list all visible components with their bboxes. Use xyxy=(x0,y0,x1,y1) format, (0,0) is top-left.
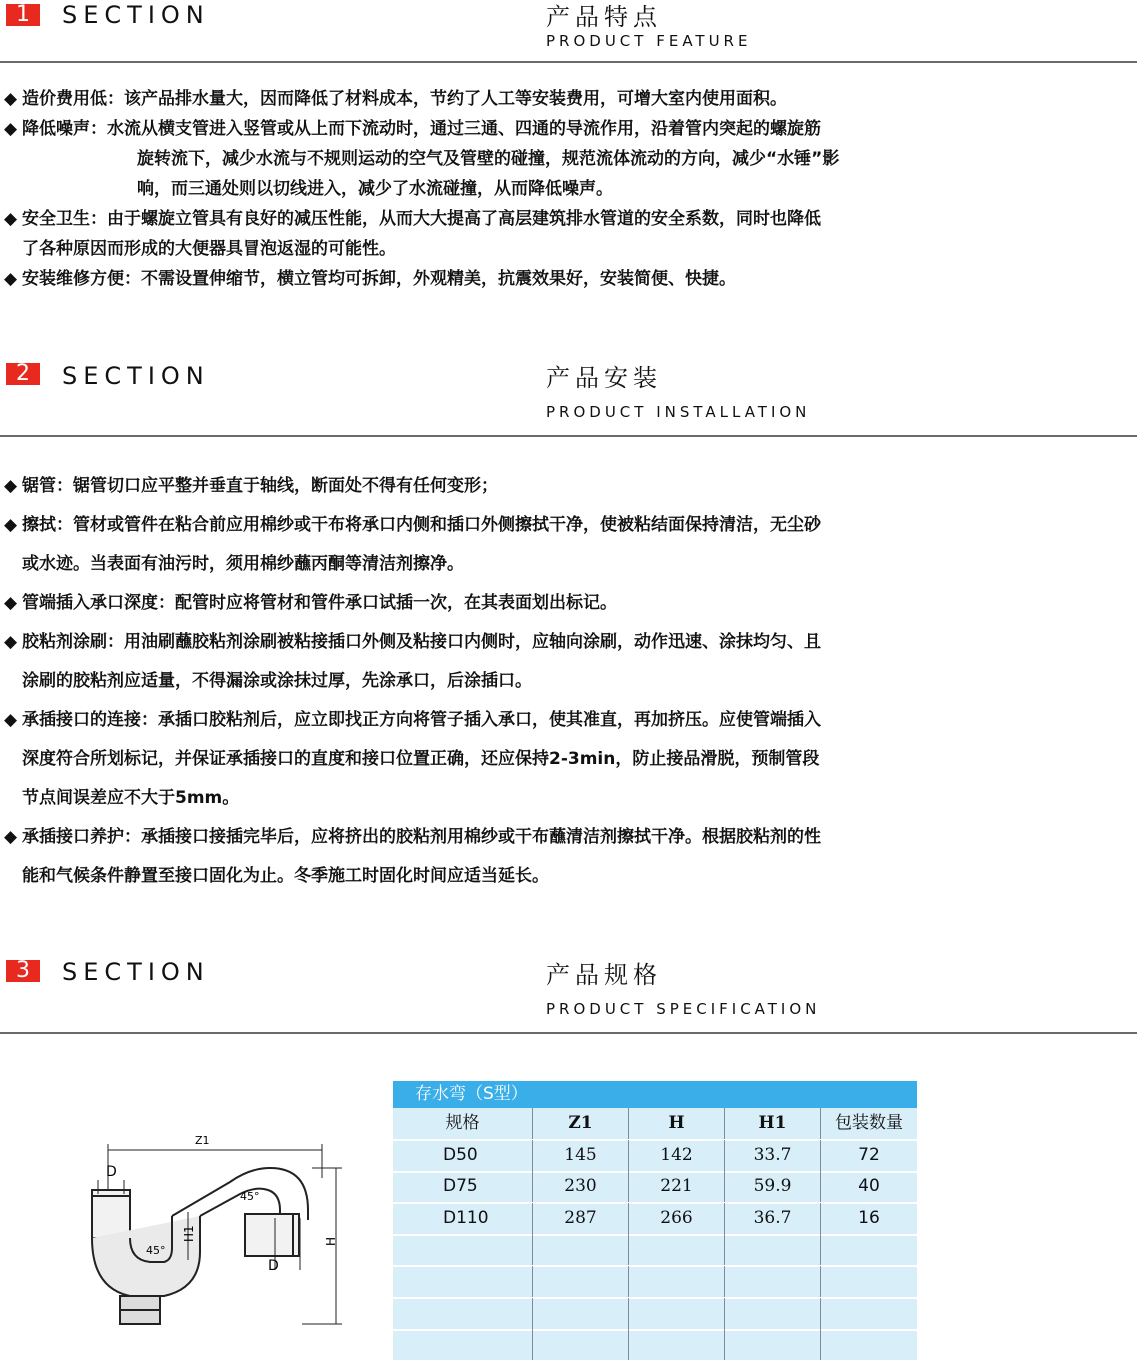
list-item-continuation xyxy=(4,740,1119,779)
section-number: 3 xyxy=(6,960,40,982)
diamond-bullet-icon: ◆ xyxy=(4,515,18,535)
table-cell: 36.7 xyxy=(724,1203,820,1234)
list-item xyxy=(4,114,1119,144)
figure-label-angle-1: 45° xyxy=(240,1190,260,1203)
list-item-continuation xyxy=(4,779,1119,818)
list-item xyxy=(4,584,1119,623)
list-item-continuation xyxy=(4,662,1119,701)
list-item xyxy=(4,623,1119,662)
figure-label-d-top: D xyxy=(106,1164,117,1180)
list-item xyxy=(4,84,1119,114)
section-word: SECTION xyxy=(62,362,210,390)
list-item-text: 承插接口养护：承插接口接插完毕后，应将挤出的胶粘剂用棉纱或干布蘸清洁剂擦拭干净。根据胶粘剂的性 xyxy=(22,827,821,847)
diamond-bullet-icon: ◆ xyxy=(4,476,18,496)
list-item-text: 造价费用低：该产品排水量大，因而降低了材料成本，节约了人工等安装费用，可增大室内使用面积。 xyxy=(22,89,787,109)
list-item-text: 承插接口的连接：承插口胶粘剂后，应立即找正方向将管子插入承口，使其准直，再加挤压。应使管端插入 xyxy=(22,710,821,730)
figure-label-z1: Z1 xyxy=(195,1134,210,1147)
list-item-text: 涂刷的胶粘剂应适量，不得漏涂或涂抹过厚，先涂承口，后涂插口。 xyxy=(22,671,532,691)
list-item xyxy=(4,701,1119,740)
section-divider xyxy=(0,1032,1137,1034)
section-title-cn: 产品安装 xyxy=(546,364,662,392)
section-title-en: PRODUCT FEATURE xyxy=(546,32,752,50)
spec-table-body xyxy=(393,1108,917,1361)
table-cell-empty xyxy=(393,1298,532,1329)
s-trap-diagram xyxy=(80,1120,360,1350)
list-item xyxy=(4,818,1119,857)
table-cell-empty xyxy=(532,1266,628,1297)
list-item-text: 深度符合所划标记，并保证承插接口的直度和接口位置正确，还应保持2-3min，防止接品滑脱，预制管段 xyxy=(22,749,820,769)
diamond-bullet-icon: ◆ xyxy=(4,269,18,289)
spec-table xyxy=(393,1081,917,1361)
table-header-cell: Z1 xyxy=(532,1108,628,1139)
table-row xyxy=(393,1329,917,1362)
section-divider xyxy=(0,61,1137,63)
table-cell-empty xyxy=(820,1234,917,1265)
section-title-cn: 产品规格 xyxy=(546,961,662,989)
table-cell-empty xyxy=(628,1234,724,1265)
list-item-text: 响，而三通处则以切线进入，减少了水流碰撞，从而降低噪声。 xyxy=(137,179,613,199)
list-item xyxy=(4,204,1119,234)
diamond-bullet-icon: ◆ xyxy=(4,632,18,652)
section-number: 2 xyxy=(6,363,40,385)
list-item-text: 了各种原因而形成的大便器具冒泡返湿的可能性。 xyxy=(22,239,396,259)
table-cell-empty xyxy=(820,1329,917,1360)
table-cell: 230 xyxy=(532,1171,628,1202)
section-word: SECTION xyxy=(62,958,210,986)
diamond-bullet-icon: ◆ xyxy=(4,710,18,730)
table-cell-empty xyxy=(532,1234,628,1265)
list-item-text: 旋转流下，减少水流与不规则运动的空气及管壁的碰撞，规范流体流动的方向，减少“水锤”影 xyxy=(137,149,840,169)
spec-table-caption: 存水弯（S型） xyxy=(393,1081,917,1108)
table-cell-empty xyxy=(628,1298,724,1329)
table-cell: 72 xyxy=(820,1140,917,1171)
table-cell: D75 xyxy=(443,1176,478,1197)
table-row xyxy=(393,1171,917,1204)
table-cell-empty xyxy=(628,1329,724,1360)
table-cell-empty xyxy=(628,1266,724,1297)
list-item-text: 能和气候条件静置至接口固化为止。冬季施工时固化时间应适当延长。 xyxy=(22,866,549,886)
table-cell: 40 xyxy=(820,1171,917,1202)
table-cell-empty xyxy=(724,1266,820,1297)
list-item-text: 管端插入承口深度：配管时应将管材和管件承口试插一次，在其表面划出标记。 xyxy=(22,593,617,613)
figure-label-d-bottom: D xyxy=(268,1258,279,1274)
table-header-row xyxy=(393,1108,917,1141)
table-cell-empty xyxy=(724,1298,820,1329)
figure-label-h1: H1 xyxy=(182,1225,196,1242)
table-cell: 16 xyxy=(820,1203,917,1234)
list-item-text: 安全卫生：由于螺旋立管具有良好的减压性能，从而大大提高了高层建筑排水管道的安全系数，同时也降低 xyxy=(22,209,821,229)
diamond-bullet-icon: ◆ xyxy=(4,827,18,847)
list-item-continuation xyxy=(4,545,1119,584)
section-word: SECTION xyxy=(62,1,210,29)
diamond-bullet-icon: ◆ xyxy=(4,89,18,109)
section-title-cn: 产品特点 xyxy=(546,3,662,31)
table-header-cell: H xyxy=(628,1108,724,1139)
diamond-bullet-icon: ◆ xyxy=(4,593,18,613)
table-cell-empty xyxy=(393,1266,532,1297)
table-row xyxy=(393,1298,917,1331)
section-number: 1 xyxy=(6,4,40,26)
section-title-en: PRODUCT INSTALLATION xyxy=(546,403,811,421)
list-item-continuation xyxy=(4,857,1119,896)
list-item xyxy=(4,467,1119,506)
table-cell-empty xyxy=(393,1329,532,1360)
diamond-bullet-icon: ◆ xyxy=(4,209,18,229)
table-header-cell: H1 xyxy=(724,1108,820,1139)
table-cell: 221 xyxy=(628,1171,724,1202)
list-item-text: 节点间误差应不大于5mm。 xyxy=(22,788,240,808)
diamond-bullet-icon: ◆ xyxy=(4,119,18,139)
table-row xyxy=(393,1266,917,1299)
section-title-en: PRODUCT SPECIFICATION xyxy=(546,1000,821,1018)
list-item-continuation xyxy=(4,174,1119,204)
installation-list xyxy=(4,467,1119,896)
table-row xyxy=(393,1140,917,1173)
table-cell-empty xyxy=(820,1266,917,1297)
table-cell-empty xyxy=(820,1298,917,1329)
list-item xyxy=(4,264,1119,294)
table-cell: 142 xyxy=(628,1140,724,1171)
table-cell: 59.9 xyxy=(724,1171,820,1202)
figure-label-angle-2: 45° xyxy=(146,1244,166,1257)
figure-label-h: H xyxy=(324,1236,338,1246)
list-item-text: 安装维修方便：不需设置伸缩节，横立管均可拆卸，外观精美，抗震效果好，安装简便、快捷。 xyxy=(22,269,736,289)
table-cell: 145 xyxy=(532,1140,628,1171)
table-cell: D50 xyxy=(443,1144,478,1165)
list-item-continuation xyxy=(4,234,1119,264)
table-cell-empty xyxy=(724,1329,820,1360)
table-cell: D110 xyxy=(443,1207,489,1228)
table-cell-empty xyxy=(532,1298,628,1329)
list-item-text: 降低噪声：水流从横支管进入竖管或从上而下流动时，通过三通、四通的导流作用，沿着管内突起的螺旋筋 xyxy=(22,119,821,139)
list-item-text: 擦拭：管材或管件在粘合前应用棉纱或干布将承口内侧和插口外侧擦拭干净，使被粘结面保持清洁，无尘砂 xyxy=(22,515,821,535)
list-item-text: 胶粘剂涂刷：用油刷蘸胶粘剂涂刷被粘接插口外侧及粘接口内侧时，应轴向涂刷，动作迅速、涂抹均匀、且 xyxy=(22,632,821,652)
feature-list xyxy=(4,84,1119,294)
list-item-text: 锯管：锯管切口应平整并垂直于轴线，断面处不得有任何变形； xyxy=(22,476,498,496)
section-divider xyxy=(0,435,1137,437)
table-row xyxy=(393,1234,917,1267)
table-cell-empty xyxy=(724,1234,820,1265)
table-cell: 33.7 xyxy=(724,1140,820,1171)
list-item xyxy=(4,506,1119,545)
table-cell: 287 xyxy=(532,1203,628,1234)
table-cell-empty xyxy=(393,1234,532,1265)
table-header-cell: 包装数量 xyxy=(820,1108,917,1139)
list-item-text: 或水迹。当表面有油污时，须用棉纱蘸丙酮等清洁剂擦净。 xyxy=(22,554,464,574)
table-cell: 266 xyxy=(628,1203,724,1234)
table-row xyxy=(393,1203,917,1236)
list-item-continuation xyxy=(4,144,1119,174)
table-header-cell: 规格 xyxy=(445,1113,480,1133)
table-cell-empty xyxy=(532,1329,628,1360)
